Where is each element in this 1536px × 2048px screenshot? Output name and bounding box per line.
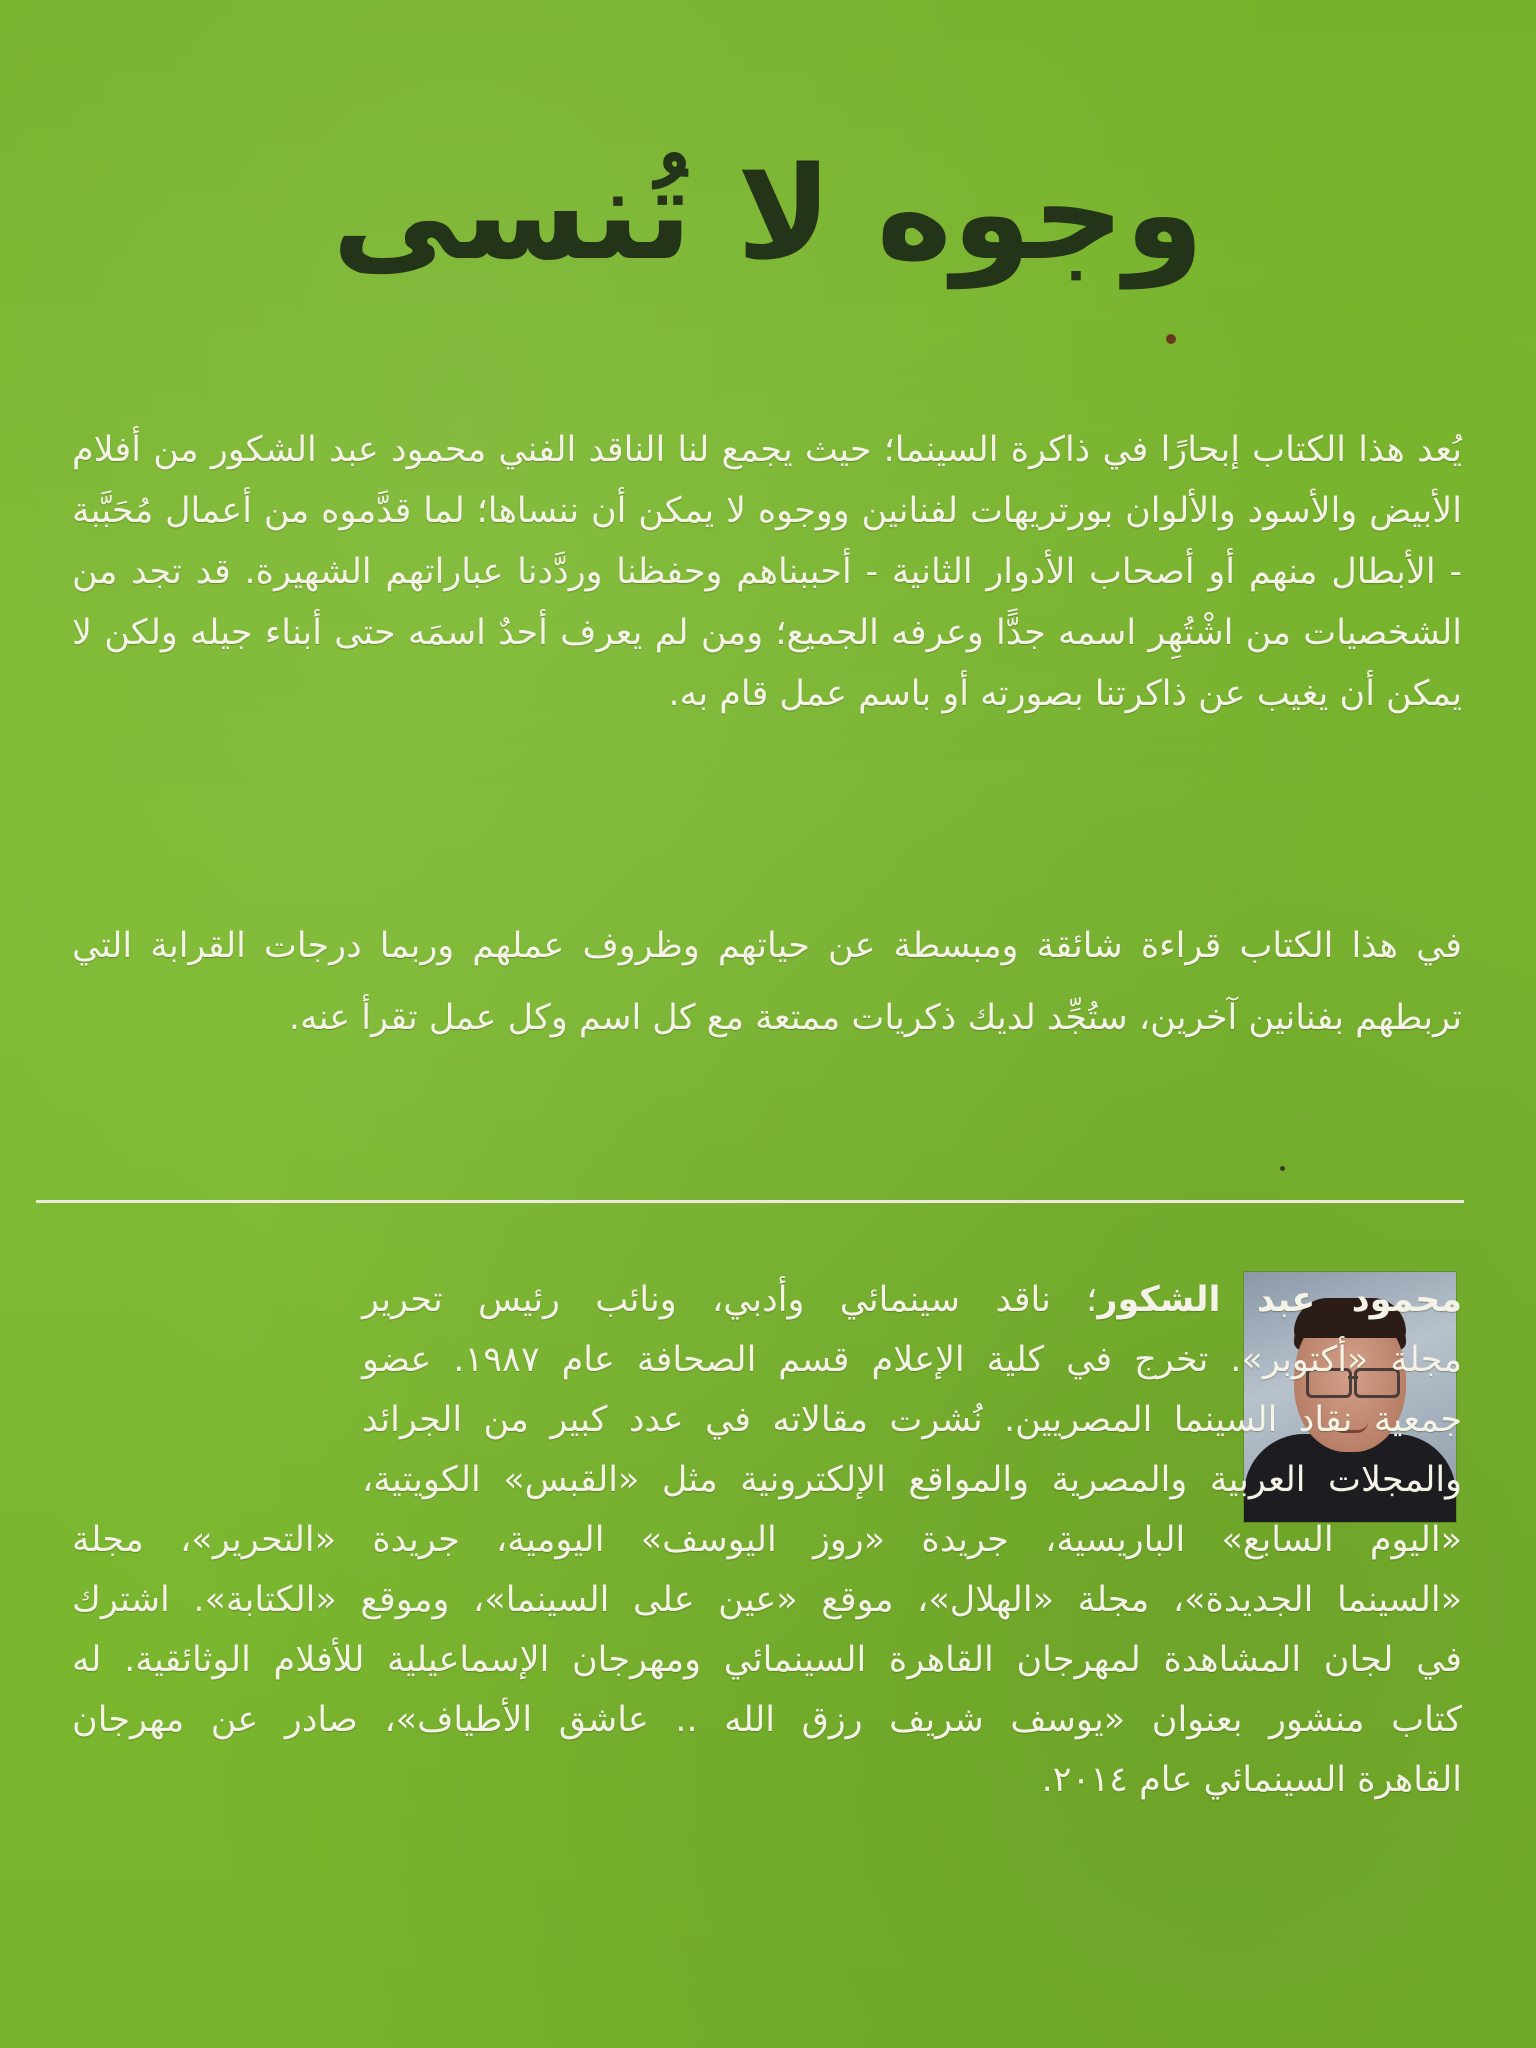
bio-line: القاهرة السينمائي عام ٢٠١٤. [1041, 1760, 1462, 1800]
bio-line: كتاب منشور بعنوان «يوسف شريف رزق الله .. عاشق الأطياف»، صادر عن مهرجان [72, 1700, 1462, 1740]
stain-mark [1166, 334, 1176, 344]
second-paragraph: في هذا الكتاب قراءة شائقة ومبسطة عن حياتهم وظروف عملهم وربما درجات القرابة التي تربطهم بفنانين آخرين، ستُجِّد لديك ذكريات ممتعة مع كل اسم وكل عمل تقرأ عنه. [72, 926, 1462, 1038]
bio-line: جمعية نقاد السينما المصريين. نُشرت مقالاته في عدد كبير من الجرائد [362, 1400, 1462, 1440]
bio-line: مجلة «أكتوبر». تخرج في كلية الإعلام قسم الصحافة عام ١٩٨٧. عضو [362, 1340, 1463, 1380]
bio-line: «اليوم السابع» الباريسية، جريدة «روز اليوسف» اليومية، جريدة «التحرير»، مجلة [72, 1520, 1462, 1560]
bio-line: محمود عبد الشكور؛ ناقد سينمائي وأدبي، ونائب رئيس تحرير [362, 1280, 1462, 1320]
bio-line: في لجان المشاهدة لمهرجان القاهرة السينمائي ومهرجان الإسماعيلية للأفلام الوثائقية. له [72, 1640, 1462, 1680]
book-title: وجوه لا تُنسى [331, 140, 1205, 289]
bio-line: والمجلات العربية والمصرية والمواقع الإلكترونية مثل «القبس» الكويتية، [362, 1460, 1462, 1500]
intro-paragraph: يُعد هذا الكتاب إبحارًا في ذاكرة السينما؛ حيث يجمع لنا الناقد الفني محمود عبد الشكور من أفلام الأبيض والأسود والألوان بورتريهات لفنانين ووجوه لا يمكن أن ننساها؛ لما قدَّموه من أعمال مُحَبَّبة - الأبطال منهم أو أصحاب الأدوار الثانية - أحببناهم وحفظنا وردَّدنا عباراتهم الشهيرة. قد تجد من الشخصيات من اشْتُهِر اسمه جدًّا وعرفه الجميع؛ ومن لم يعرف أحدٌ اسمَه حتى أبناء جيله ولكن لا يمكن أن يغيب عن ذاكرتنا بصورته أو باسم عمل قام به. [72, 430, 1462, 714]
author-name: محمود عبد الشكور [1097, 1280, 1462, 1320]
stain-mark-small [1280, 1166, 1285, 1171]
author-bio [72, 1270, 1462, 1810]
section-divider [36, 1200, 1464, 1203]
bio-line: «السينما الجديدة»، مجلة «الهلال»، موقع «عين على السينما»، وموقع «الكتابة». اشترك [72, 1580, 1462, 1620]
